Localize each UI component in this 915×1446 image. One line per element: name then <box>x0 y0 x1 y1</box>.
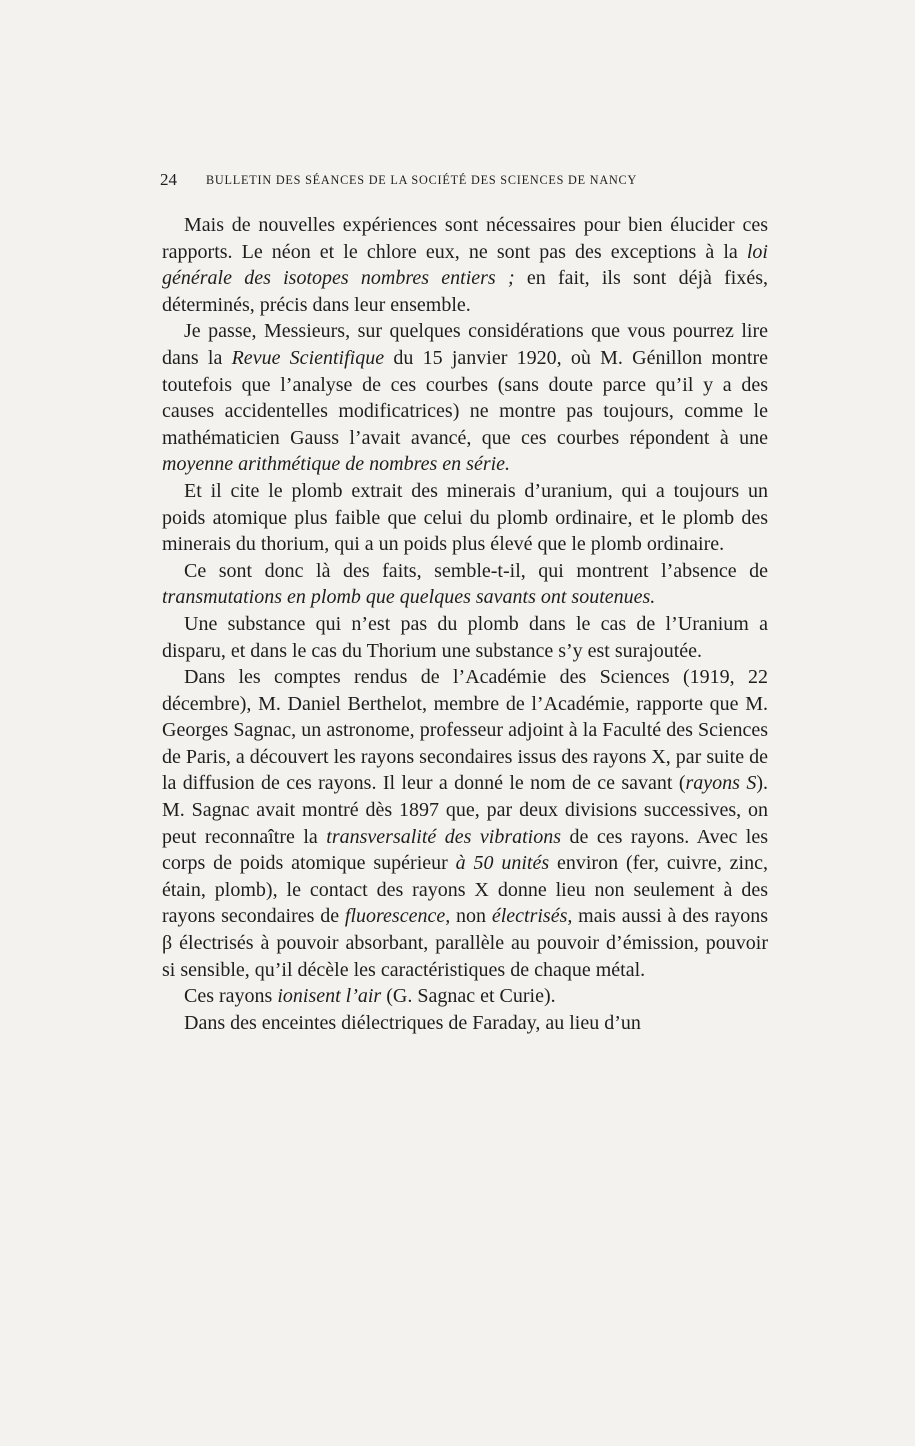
paragraph <box>162 212 768 318</box>
italic-run: Revue Scientifique <box>231 346 385 369</box>
italic-run: transversalité des vibrations <box>326 825 562 848</box>
text-run: du 15 janvier 1920, où M. Génillon montre toutefois que l’analyse de ces courbes (sans doute parce qu’il y a des causes accidentelles modificatrices) ne montre pas toujours, comme le mathématicien Gauss l’avait avancé, que ces courbes répondent à une <box>162 346 769 449</box>
text-run: Ces rayons <box>184 985 278 1008</box>
paragraph <box>162 983 768 1010</box>
paragraph <box>162 1010 768 1037</box>
italic-run: moyenne arithmétique de nombres en série. <box>162 453 511 476</box>
italic-run: rayons S <box>685 772 757 795</box>
italic-run: ionisent l’air <box>277 985 382 1008</box>
text-run: Une substance qui n’est pas du plomb dans le cas de l’Uranium a disparu, et dans le cas du Thorium une substance s’y est surajoutée. <box>162 612 768 662</box>
text-run: (G. Sagnac et Curie). <box>381 985 556 1008</box>
text-run: Mais de nouvelles expériences sont nécessaires pour bien élucider ces rapports. Le néon et le chlore eux, ne sont pas des exceptions à la <box>162 214 768 263</box>
italic-run: transmutations en plomb que quelques savants ont soutenues. <box>162 586 656 609</box>
text-run: environ (fer, cuivre, zinc, étain, plomb), le contact des rayons X donne lieu non seulement à des rayons secondaires de <box>162 852 768 928</box>
text-run: ). M. Sagnac avait montré dès 1897 que, par deux divisions successives, on peut reconnaître la <box>162 772 768 848</box>
paragraph <box>162 558 768 611</box>
text-run: Et il cite le plomb extrait des minerais d’uranium, qui a toujours un poids atomique plus faible que celui du plomb ordinaire, et le plomb des minerais du thorium, qui a un poids plus élevé que le plomb ordinaire. <box>162 479 768 556</box>
text-run: non <box>450 905 492 928</box>
header-title: BULLETIN DES SÉANCES DE LA SOCIÉTÉ DES SCIENCES DE NANCY <box>206 173 638 187</box>
italic-run: loi générale des isotopes nombres entiers ; <box>162 240 768 290</box>
text-run: en fait, ils sont déjà fixés, déterminés, précis dans leur ensemble. <box>162 267 768 316</box>
page-number: 24 <box>160 170 177 189</box>
paragraph <box>162 318 768 478</box>
italic-run: fluorescence, <box>344 905 451 928</box>
text-run: mais aussi à des rayons β électrisés à pouvoir absorbant, parallèle au pouvoir d’émission, pouvoir si sensible, qu’il décèle les caractéristiques de chaque métal. <box>162 905 768 981</box>
text-run: Dans des enceintes diélectriques de Faraday, au lieu d’un <box>184 1011 641 1034</box>
text-run: de ces rayons. Avec les corps de poids atomique supérieur <box>162 825 769 875</box>
paragraph <box>162 611 768 664</box>
text-run: Je passe, Messieurs, sur quelques considérations que vous pourrez lire dans la <box>162 320 768 369</box>
body-text <box>162 212 768 1036</box>
italic-run: à 50 unités <box>455 852 550 875</box>
paragraph <box>162 478 768 558</box>
running-header <box>160 170 770 192</box>
text-run: Ce sont donc là des faits, semble-t-il, qui montrent l’absence de <box>184 559 768 582</box>
text-run: Dans les comptes rendus de l’Académie des Sciences (1919, 22 décembre), M. Daniel Berthelot, membre de l’Académie, rapporte que M. Georges Sagnac, un astronome, professeur adjoint à la Faculté des Sciences de Paris, a découvert les rayons secondaires issus des rayons X, par suite de la diffusion de ces rayons. Il leur a donné le nom de ce savant ( <box>162 666 768 795</box>
paragraph <box>162 664 768 983</box>
italic-run: électrisés, <box>491 905 573 928</box>
